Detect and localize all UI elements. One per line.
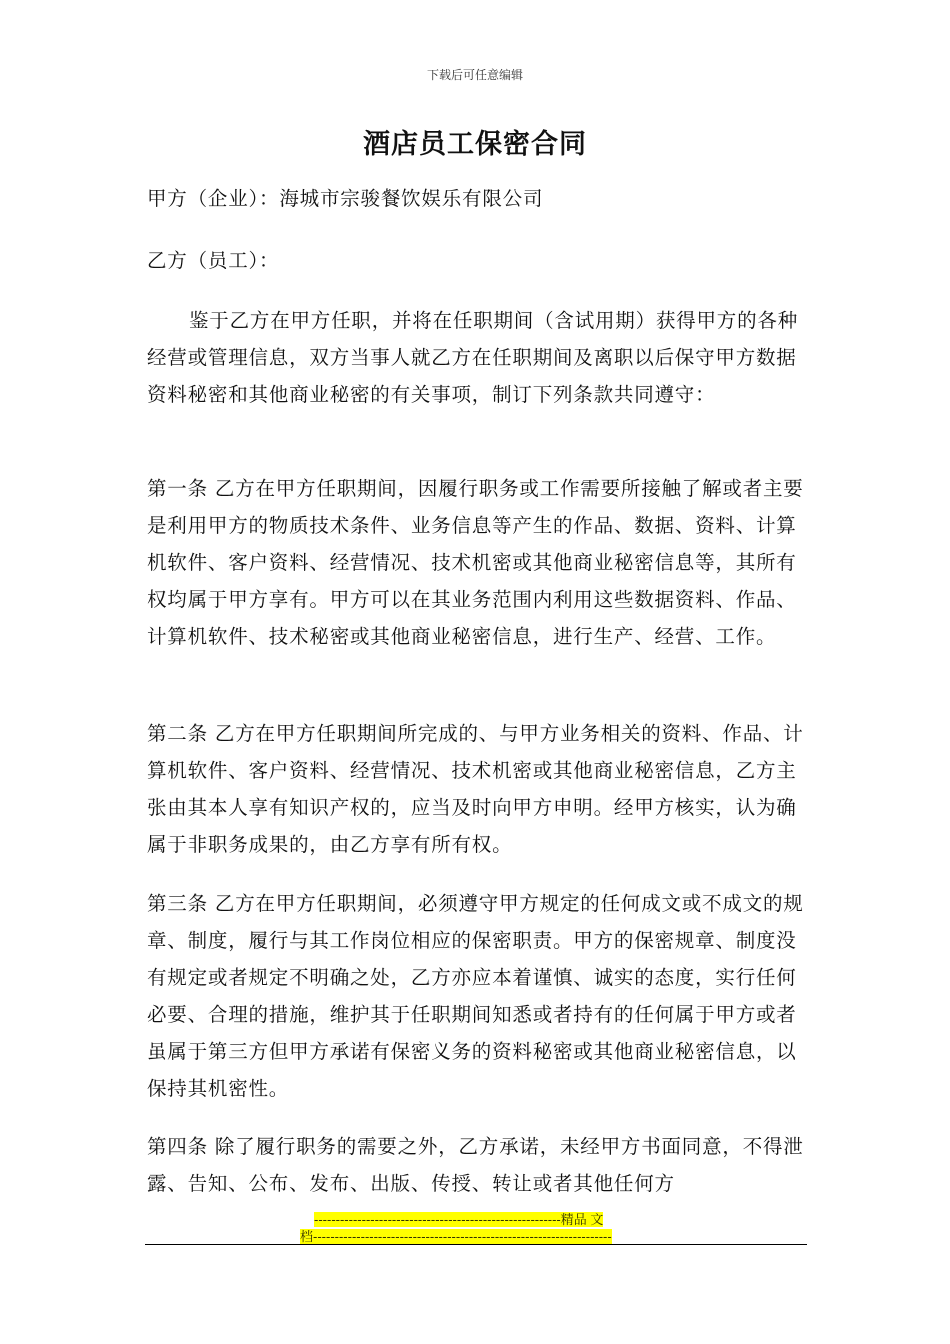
footer-divider xyxy=(145,1244,807,1245)
document-title: 酒店员工保密合同 xyxy=(363,129,587,160)
footer-banner-line-2 xyxy=(300,1228,650,1245)
article-1-paragraph: 第一条 乙方在甲方任职期间，因履行职务或工作需要所接触了解或者主要是利用甲方的物质技术条件、业务信息等产生的作品、数据、资料、计算机软件、客户资料、经营情况、技术机密或其他商业秘密信息等，其所有权均属于甲方享有。甲方可以在其业务范围内利用这些数据资料、作品、计算机软件、技术秘密或其他商业秘密信息，进行生产、经营、工作。 xyxy=(147,477,804,648)
page-header-note: 下载后可任意编辑 xyxy=(426,68,523,82)
footer-banner-text-2: 档--------------------------------------------------------------------- xyxy=(300,1229,612,1244)
party-a-line: 甲方（企业）：海城市宗骏餐饮娱乐有限公司 xyxy=(147,187,544,210)
party-b-line: 乙方（员工）： xyxy=(147,249,280,272)
article-4-paragraph: 第四条 除了履行职务的需要之外，乙方承诺，未经甲方书面同意，不得泄露、告知、公布、发布、出版、传授、转让或者其他任何方 xyxy=(147,1135,804,1195)
footer-banner-line-1 xyxy=(300,1211,650,1228)
article-3-paragraph: 第三条 乙方在甲方任职期间，必须遵守甲方规定的任何成文或不成文的规章、制度，履行与其工作岗位相应的保密职责。甲方的保密规章、制度没有规定或者规定不明确之处，乙方亦应本着谨慎、诚实的态度，实行任何必要、合理的措施，维护其于任职期间知悉或者持有的任何属于甲方或者虽属于第三方但甲方承诺有保密义务的资料秘密或其他商业秘密信息，以保持其机密性。 xyxy=(147,892,804,1100)
article-2-paragraph: 第二条 乙方在甲方任职期间所完成的、与甲方业务相关的资料、作品、计算机软件、客户资料、经营情况、技术机密或其他商业秘密信息，乙方主张由其本人享有知识产权的，应当及时向甲方申明。经甲方核实，认为确属于非职务成果的，由乙方享有所有权。 xyxy=(147,722,804,856)
intro-paragraph: 鉴于乙方在甲方任职，并将在任职期间（含试用期）获得甲方的各种经营或管理信息，双方当事人就乙方在任职期间及离职以后保守甲方数据资料秘密和其他商业秘密的有关事项，制订下列条款共同遵守： xyxy=(147,309,799,406)
footer-banner-text-1: ---------------------------------------------------------精品 文 xyxy=(314,1212,604,1227)
footer-watermark-banner xyxy=(300,1211,650,1245)
